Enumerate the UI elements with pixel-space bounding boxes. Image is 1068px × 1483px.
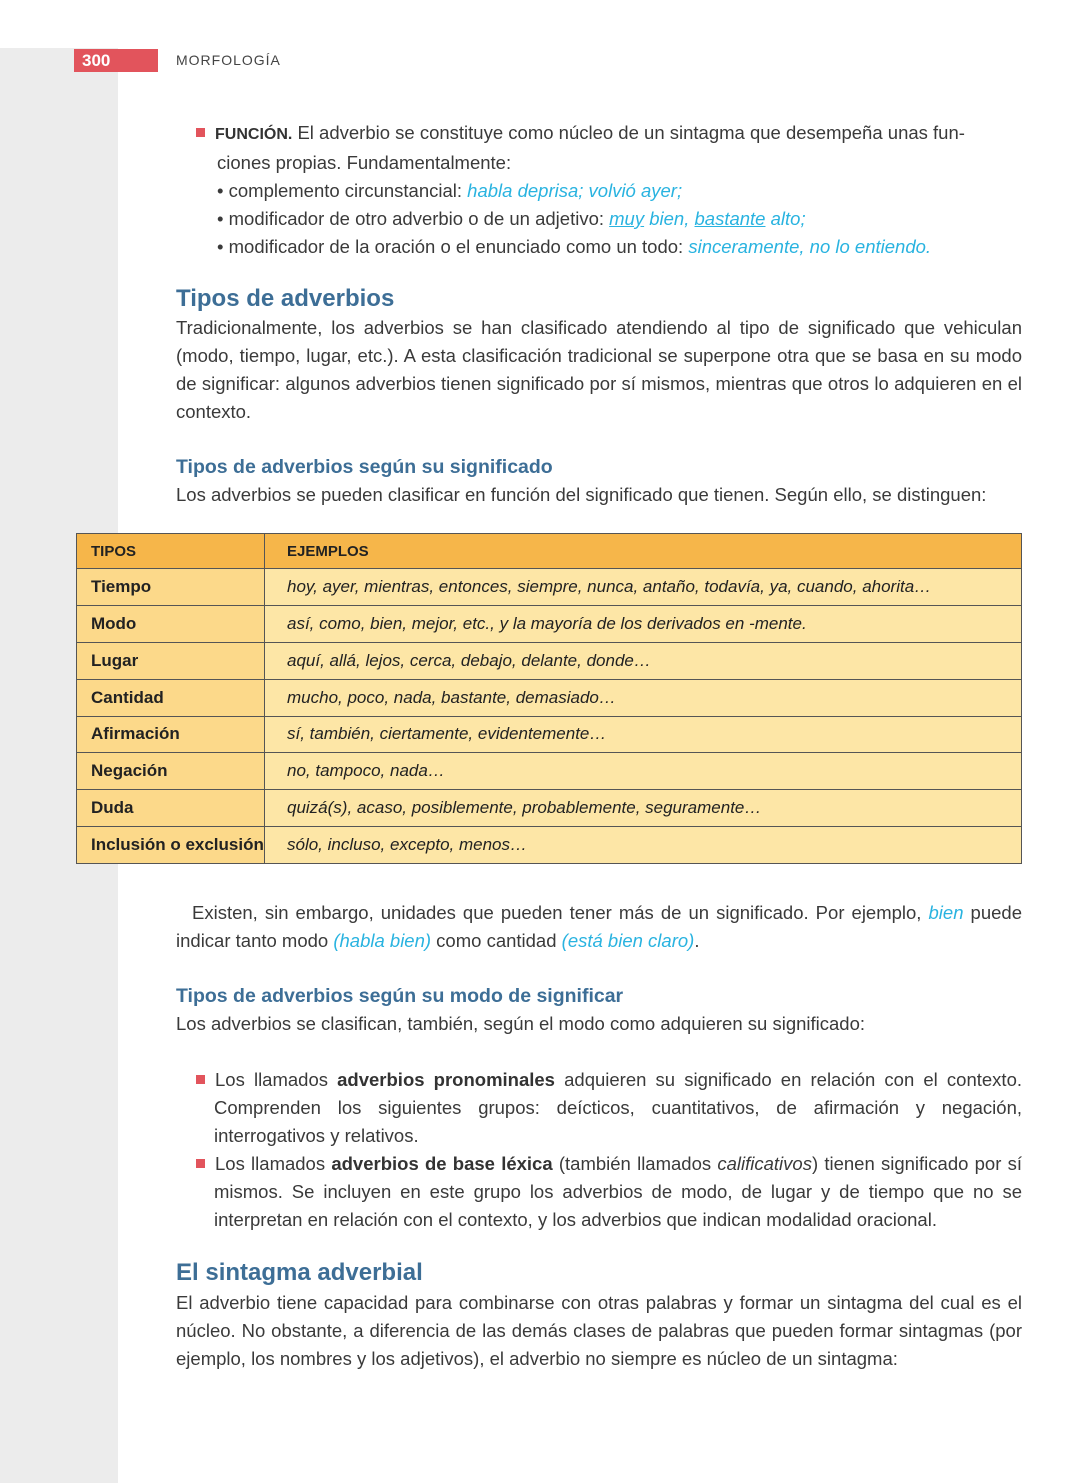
example-underlined: bastante [694, 208, 766, 229]
tipo-cell: Cantidad [77, 679, 265, 716]
funcion-bullet-3 [196, 233, 1022, 261]
ejemplos-cell: sí, también, ciertamente, evidentemente… [265, 716, 1022, 753]
tipos-paragraph: Tradicionalmente, los adverbios se han clasificado atendiendo al tipo de significado que vehiculan (modo, tiempo, lugar, etc.). A esta clasificación tradicional se superpone otra que se basa en su modo de significar: algunos adverbios tienen significado por sí mismos, mientras que otros lo adquieren en el contexto. [176, 317, 1022, 422]
term-italic: calificativos [717, 1153, 812, 1174]
bullet-text: • modificador de la oración o el enunciado como un todo: [217, 236, 689, 257]
bullet-square-icon [196, 128, 205, 137]
tipo-cell: Negación [77, 753, 265, 790]
sintagma-paragraph: El adverbio tiene capacidad para combinarse con otras palabras y formar un sintagma del cual es el núcleo. No obstante, a diferencia de las demás clases de palabras que pueden formar sintagmas (por ejemplo, los nombres y los adjetivos), el adverbio no siempre es núcleo de un sintagma: [176, 1292, 1022, 1369]
example-underlined: muy [609, 208, 645, 229]
ejemplos-cell: hoy, ayer, mientras, entonces, siempre, nunca, antaño, todavía, ya, cuando, ahorita… [265, 569, 1022, 606]
funcion-bullet-1 [196, 177, 1022, 205]
page-number: 300 [74, 49, 158, 72]
adverb-types-table [76, 533, 1022, 864]
example-sep: , [684, 208, 695, 229]
example-sep: ; [578, 180, 589, 201]
body-text: puede indicar tanto modo [176, 902, 1022, 951]
example-text: volvió ayer [588, 180, 677, 201]
subsection-title-significado: Tipos de adverbios según su significado [176, 456, 553, 478]
ejemplos-cell: no, tampoco, nada… [265, 753, 1022, 790]
funcion-paragraph [196, 119, 1022, 149]
section-title-tipos: Tipos de adverbios [176, 285, 395, 312]
term-bold: adverbios pronominales [337, 1069, 555, 1090]
body-text: Los llamados [215, 1153, 332, 1174]
modo-intro: Los adverbios se clasifican, también, según el modo como adquieren su significado: [176, 1013, 866, 1034]
table-header-row [77, 534, 1022, 569]
funcion-bullet-2 [196, 205, 1022, 233]
tipo-cell: Tiempo [77, 569, 265, 606]
modo-list [196, 1066, 1022, 1234]
example-text: bien [928, 902, 964, 923]
table-row [77, 790, 1022, 827]
example-text: (está bien claro) [561, 930, 695, 951]
section-title-sintagma: El sintagma adverbial [176, 1259, 423, 1286]
example-text: (habla bien) [333, 930, 432, 951]
funcion-label: FUNCIÓN. [215, 126, 293, 143]
column-header-tipos: TIPOS [77, 534, 265, 569]
significado-intro: Los adverbios se pueden clasificar en función del significado que tienen. Según ello, se distinguen: [176, 484, 987, 505]
page-top-strip [0, 0, 1068, 48]
tipo-cell: Modo [77, 605, 265, 642]
table-row [77, 679, 1022, 716]
example-text: bien [644, 208, 685, 229]
example-text: habla deprisa [467, 180, 579, 201]
example-sep: . [925, 236, 932, 257]
term-bold: adverbios de base léxica [331, 1153, 553, 1174]
column-header-ejemplos: EJEMPLOS [265, 534, 1022, 569]
list-item [196, 1150, 1022, 1234]
ejemplos-cell: así, como, bien, mejor, etc., y la mayoría de los derivados en -mente. [265, 605, 1022, 642]
funcion-section [196, 119, 1022, 261]
ejemplos-cell: quizá(s), acaso, posiblemente, probablemente, seguramente… [265, 790, 1022, 827]
ejemplos-cell: aquí, allá, lejos, cerca, debajo, delante, donde… [265, 642, 1022, 679]
bullet-square-icon [196, 1075, 205, 1084]
funcion-intro: El adverbio se constituye como núcleo de un sintagma que desempeña unas fun- [292, 122, 965, 143]
table-row [77, 642, 1022, 679]
body-text: como cantidad [431, 930, 562, 951]
funcion-intro-2: ciones propias. Fundamentalmente: [217, 152, 512, 173]
ejemplos-cell: mucho, poco, nada, bastante, demasiado… [265, 679, 1022, 716]
subsection-title-modo: Tipos de adverbios según su modo de significar [176, 985, 624, 1007]
tipo-cell: Inclusión o exclusión [77, 827, 265, 864]
body-text: (también llamados [552, 1153, 718, 1174]
example-text: sinceramente, no lo entiendo [688, 236, 926, 257]
body-text: Existen, sin embargo, unidades que pueden tener más de un significado. Por ejemplo, [192, 902, 929, 923]
bullet-text: • modificador de otro adverbio o de un adjetivo: [217, 208, 610, 229]
table-row [77, 569, 1022, 606]
example-sep: ; [800, 208, 806, 229]
body-text: ) tienen significado por sí mismos. Se incluyen en este grupo los adverbios de modo, de lugar y de tiempo que no se interpretan en relación con el contexto, y los adverbios que indican modalidad oracional. [214, 1153, 1022, 1230]
tipo-cell: Duda [77, 790, 265, 827]
body-text: . [694, 930, 700, 951]
body-text: Los llamados [215, 1069, 338, 1090]
bullet-square-icon [196, 1159, 205, 1168]
tipo-cell: Lugar [77, 642, 265, 679]
list-item [196, 1066, 1022, 1150]
body-text: adquieren su significado en relación con el contexto. Comprenden los siguientes grupos: deícticos, cuantitativos, de afirmación y negación, interrogativos y relativos. [214, 1069, 1022, 1146]
example-sep: ; [676, 180, 683, 201]
ejemplos-cell: sólo, incluso, excepto, menos… [265, 827, 1022, 864]
table-row [77, 605, 1022, 642]
example-text: alto [765, 208, 801, 229]
table-row [77, 716, 1022, 753]
table-row [77, 753, 1022, 790]
table-row [77, 827, 1022, 864]
bullet-text: • complemento circunstancial: [217, 180, 468, 201]
existen-paragraph [176, 899, 1022, 955]
tipo-cell: Afirmación [77, 716, 265, 753]
running-head: MORFOLOGÍA [176, 52, 281, 68]
